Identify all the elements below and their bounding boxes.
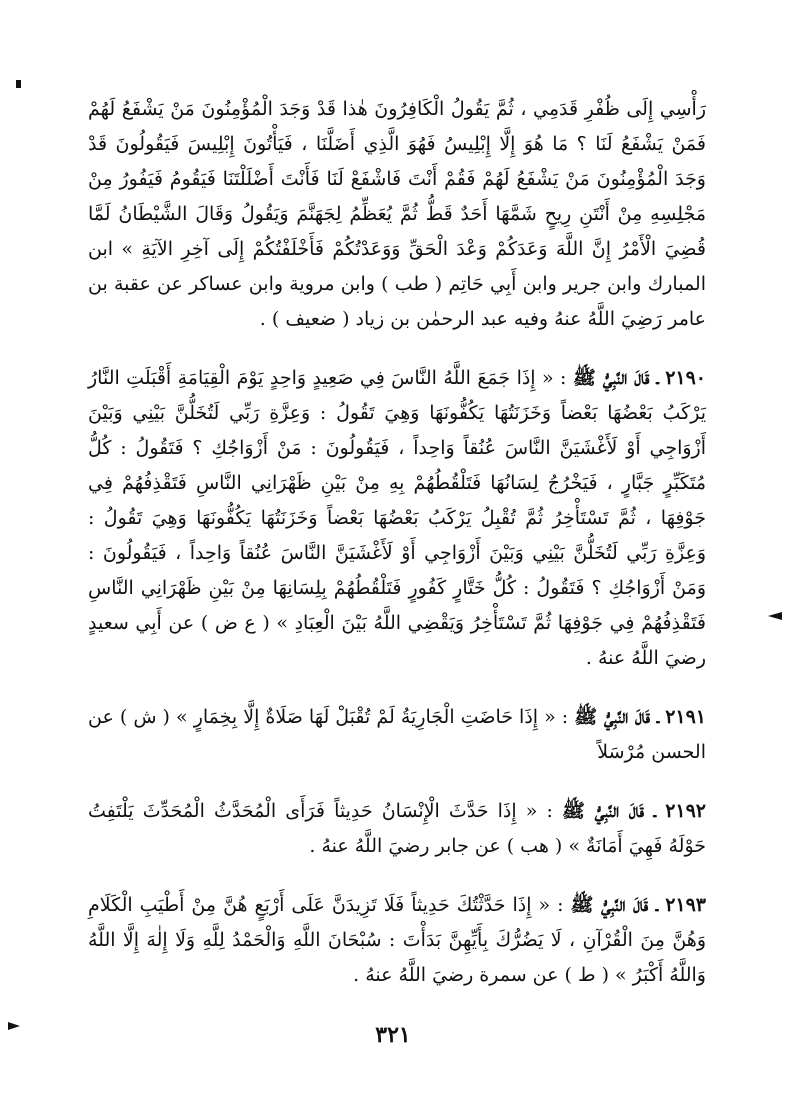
hadith-text: : « إِذَا حَدَّثَ الْإِنْسَانُ حَدِيثاً فَرَأَى الْمُحَدَّثُ الْمُحَدِّثَ يَلْتَفِتُ حَوْلَهُ فَهِيَ أَمَانَةٌ » ( هب ) عن جابر رضيَ اللَّهُ عنهُ . bbox=[88, 800, 706, 857]
paragraph-text: رَأْسِي إِلَى ظُفْرِ قَدَمِي ، ثُمَّ يَقُولُ الْكَافِرُونَ هٰذا قَدْ وَجَدَ الْمُؤْمِنُونَ مَنْ يَشْفَعُ لَهُمْ فَمَنْ يَشْفَعُ لَنَا ؟ مَا هُوَ إِلَّا إِبْلِيسُ فَهُوَ الَّذِي أَضَلَّنَا ، فَيَأْتُونَ إِبْلِيسَ فَيَقُولُونَ قَدْ وَجَدَ الْمُؤْمِنُونَ مَنْ يَشْفَعُ لَهُمْ فَقُمْ أَنْتَ فَاشْفَعْ لَنَا فَأَنْتَ أَضْلَلْتَنَا فَيَقُومُ فَيَفُورُ مِنْ مَجْلِسِهِ مِنْ أَنْتَنِ رِيحٍ شَمَّهَا أَحَدٌ قَطُّ ثُمَّ يُعَظِّمُ لِجَهَنَّمَ وَيَقُولُ وَقَالَ الشَّيْطَانُ لَمَّا قُضِيَ الْأَمْرُ إِنَّ اللَّهَ وَعَدَكُمْ وَعْدَ الْحَقِّ وَوَعَدْتُكُمْ فَأَخْلَفْتُكُمْ إِلَى آخِرِ الآيَةِ » ابن المبارك وابن جرير وابن أَبِي حَاتِم ( طب ) وابن مروية وابن عساكر عن عقبة بن عامر رَضِيَ اللَّهُ عنهُ وفيه عبد الرحمٰن بن زياد ( ضعيف ) . bbox=[88, 98, 706, 330]
hadith-number: ٢١٩١ bbox=[665, 706, 707, 728]
page-body bbox=[88, 92, 706, 1017]
hadith-number: ٢١٩٠ bbox=[665, 367, 707, 389]
hadith-2193: ٢١٩٣ ـ قَالَ النَّبِيُّ ﷺ : « إِذَا حَدَّثْتُكَ حَدِيثاً فَلَا تَزِيدَنَّ عَلَى أَرْبَعٍ هُنَّ مِنْ أَطْيَبِ الْكَلَامِ وَهُنَّ مِنَ الْقُرْآنِ ، لَا يَضُرُّكَ بِأَيِّهِنَّ بَدَأْتَ : سُبْحَانَ اللَّهِ وَالْحَمْدُ لِلَّهِ وَلَا إِلٰهَ إِلَّا اللَّهُ وَاللَّهُ أَكْبَرُ » ( ط ) عن سمرة رضيَ اللَّهُ عنهُ . bbox=[88, 894, 707, 986]
hadith-2192: ٢١٩٢ ـ قَالَ النَّبِيُّ ﷺ : « إِذَا حَدَّثَ الْإِنْسَانُ حَدِيثاً فَرَأَى الْمُحَدَّثُ الْمُحَدِّثَ يَلْتَفِتُ حَوْلَهُ فَهِيَ أَمَانَةٌ » ( هب ) عن جابر رضيَ اللَّهُ عنهُ . bbox=[88, 800, 707, 857]
hadith-text: : « إِذَا حَاضَتِ الْجَارِيَةُ لَمْ تُقْبَلْ لَهَا صَلَاةٌ إِلَّا بِخِمَارٍ » ( ش ) عن الحسن مُرْسَلاً bbox=[88, 706, 706, 763]
hadith-number: ٢١٩٣ bbox=[665, 894, 707, 916]
page-number: ٣٢١ bbox=[375, 1022, 411, 1048]
hadith-2190: ٢١٩٠ ـ قَالَ النَّبِيُّ ﷺ : « إِذَا جَمَعَ اللَّهُ النَّاسَ فِي صَعِيدٍ وَاحِدٍ يَوْمَ الْقِيَامَةِ أَقْبَلَتِ النَّارُ يَرْكَبُ بَعْضُهَا بَعْضاً وَخَزَنَتُهَا يَكُفُّونَهَا وَهِيَ تَقُولُ : وَعِزَّةِ رَبِّي لَتُخَلُّنَّ بَيْنِي وَبَيْنَ أَزْوَاجِي أَوْ لَأَغْشَيَنَّ النَّاسَ عُنُقاً وَاحِداً ، فَيَقُولُونَ : مَنْ أَزْوَاجُكِ ؟ فَتَقُولُ : كُلُّ مُتَكَبِّرٍ جَبَّارٍ ، فَيَخْرُجُ لِسَانُهَا فَتَلْقُطُهُمْ بِهِ مِنْ بَيْنِ ظَهْرَانِي النَّاسِ فَتَقْذِفُهُمْ فِي جَوْفِهَا ، ثُمَّ تَسْتَأْخِرُ ثُمَّ تُقْبِلُ يَرْكَبُ بَعْضُهَا بَعْضاً وَخَزَنَتُهَا يَكُفُّونَهَا وَهِيَ تَقُولُ : وَعِزَّةِ رَبِّي لَتُخَلُّنَّ بَيْنِي وَبَيْنَ أَزْوَاجِي أَوْ لَأَغْشَيَنَّ النَّاسَ عُنُقاً وَاحِداً ، فَيَقُولُونَ : وَمَنْ أَزْوَاجُكِ ؟ فَتَقُولُ : كُلُّ خَتَّارٍ كَفُورٍ فَتَلْقُطُهُمْ بِلِسَانِهَا مِنْ بَيْنِ ظَهْرَانِي النَّاسِ فَتَقْذِفُهُمْ فِي جَوْفِهَا ثُمَّ تَسْتَأْخِرُ وَيَقْضِي اللَّهُ بَيْنَ الْعِبَادِ » ( ع ض ) عن أَبِي سعيدٍ رضيَ اللَّهُ عنهُ . bbox=[88, 367, 707, 669]
hadith-text: : « إِذَا جَمَعَ اللَّهُ النَّاسَ فِي صَعِيدٍ وَاحِدٍ يَوْمَ الْقِيَامَةِ أَقْبَلَتِ النَّارُ يَرْكَبُ بَعْضُهَا بَعْضاً وَخَزَنَتُهَا يَكُفُّونَهَا وَهِيَ تَقُولُ : وَعِزَّةِ رَبِّي لَتُخَلُّنَّ بَيْنِي وَبَيْنَ أَزْوَاجِي أَوْ لَأَغْشَيَنَّ النَّاسَ عُنُقاً وَاحِداً ، فَيَقُولُونَ : مَنْ أَزْوَاجُكِ ؟ فَتَقُولُ : كُلُّ مُتَكَبِّرٍ جَبَّارٍ ، فَيَخْرُجُ لِسَانُهَا فَتَلْقُطُهُمْ بِهِ مِنْ بَيْنِ ظَهْرَانِي النَّاسِ فَتَقْذِفُهُمْ فِي جَوْفِهَا ، ثُمَّ تَسْتَأْخِرُ ثُمَّ تُقْبِلُ يَرْكَبُ بَعْضُهَا بَعْضاً وَخَزَنَتُهَا يَكُفُّونَهَا وَهِيَ تَقُولُ : وَعِزَّةِ رَبِّي لَتُخَلُّنَّ بَيْنِي وَبَيْنَ أَزْوَاجِي أَوْ لَأَغْشَيَنَّ النَّاسَ عُنُقاً وَاحِداً ، فَيَقُولُونَ : وَمَنْ أَزْوَاجُكِ ؟ فَتَقُولُ : كُلُّ خَتَّارٍ كَفُورٍ فَتَلْقُطُهُمْ بِلِسَانِهَا مِنْ بَيْنِ ظَهْرَانِي النَّاسِ فَتَقْذِفُهُمْ فِي جَوْفِهَا ثُمَّ تَسْتَأْخِرُ وَيَقْضِي اللَّهُ بَيْنَ الْعِبَادِ » ( ع ض ) عن أَبِي سعيدٍ رضيَ اللَّهُ عنهُ . bbox=[88, 367, 706, 669]
hadith-header: قَالَ النَّبِيُّ ﷺ bbox=[572, 367, 650, 389]
paragraph-continuation bbox=[88, 92, 706, 337]
hadith-text: : « إِذَا حَدَّثْتُكَ حَدِيثاً فَلَا تَزِيدَنَّ عَلَى أَرْبَعٍ هُنَّ مِنْ أَطْيَبِ الْكَلَامِ وَهُنَّ مِنَ الْقُرْآنِ ، لَا يَضُرُّكَ بِأَيِّهِنَّ بَدَأْتَ : سُبْحَانَ اللَّهِ وَالْحَمْدُ لِلَّهِ وَلَا إِلٰهَ إِلَّا اللَّهُ وَاللَّهُ أَكْبَرُ » ( ط ) عن سمرة رضيَ اللَّهُ عنهُ . bbox=[88, 894, 706, 986]
hadith-header: قَالَ النَّبِيُّ ﷺ bbox=[570, 894, 649, 916]
hadith-number: ٢١٩٢ bbox=[665, 800, 707, 822]
margin-mark-top bbox=[16, 80, 21, 88]
hadith-header: قَالَ النَّبِيُّ ﷺ bbox=[562, 800, 644, 822]
hadith-header: قَالَ النَّبِيُّ ﷺ bbox=[574, 706, 651, 728]
hadith-2191: ٢١٩١ ـ قَالَ النَّبِيُّ ﷺ : « إِذَا حَاضَتِ الْجَارِيَةُ لَمْ تُقْبَلْ لَهَا صَلَاةٌ إِلَّا بِخِمَارٍ » ( ش ) عن الحسن مُرْسَلاً bbox=[88, 706, 707, 763]
margin-mark-middle bbox=[768, 612, 782, 620]
